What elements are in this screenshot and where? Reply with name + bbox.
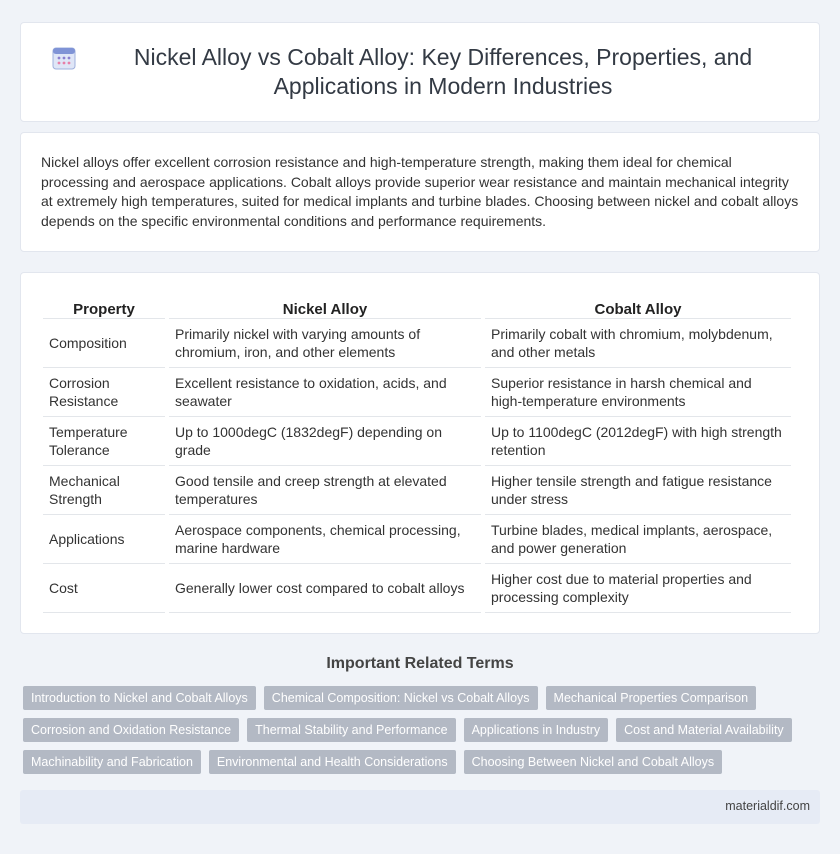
nickel-cell: Up to 1000degC (1832degF) depending on grade — [169, 417, 481, 466]
nickel-cell: Good tensile and creep strength at elevated temperatures — [169, 466, 481, 515]
site-link[interactable]: materialdif.com — [725, 799, 810, 813]
nickel-cell: Aerospace components, chemical processing, marine hardware — [169, 515, 481, 564]
title-wrap — [51, 43, 789, 101]
cobalt-cell: Up to 1100degC (2012degF) with high strength retention — [485, 417, 791, 466]
table-row — [43, 319, 791, 368]
cobalt-cell: Higher tensile strength and fatigue resistance under stress — [485, 466, 791, 515]
property-cell: Cost — [43, 564, 165, 613]
related-terms-row — [23, 686, 823, 710]
page-title: Nickel Alloy vs Cobalt Alloy: Key Differences, Properties, and Applications in Modern Industries — [133, 44, 753, 99]
property-cell: Applications — [43, 515, 165, 564]
cobalt-cell: Higher cost due to material properties and processing complexity — [485, 564, 791, 613]
related-term-link[interactable]: Applications in Industry — [464, 718, 609, 742]
related-term-link[interactable]: Corrosion and Oxidation Resistance — [23, 718, 239, 742]
footer — [20, 790, 820, 824]
column-header-nickel: Nickel Alloy — [169, 297, 481, 319]
related-term-link[interactable]: Choosing Between Nickel and Cobalt Alloys — [464, 750, 723, 774]
title-card — [20, 22, 820, 122]
property-cell: Composition — [43, 319, 165, 368]
calendar-icon — [51, 45, 77, 71]
property-cell: Corrosion Resistance — [43, 368, 165, 417]
comparison-table — [39, 297, 795, 613]
related-term-link[interactable]: Mechanical Properties Comparison — [546, 686, 757, 710]
property-cell: Temperature Tolerance — [43, 417, 165, 466]
related-term-link[interactable]: Thermal Stability and Performance — [247, 718, 455, 742]
nickel-cell: Generally lower cost compared to cobalt alloys — [169, 564, 481, 613]
intro-paragraph: Nickel alloys offer excellent corrosion resistance and high-temperature strength, making them ideal for chemical processing and aerospace applications. Cobalt alloys provide superior wear resistance and maintain mechanical integrity at extremely high temperatures, suited for medical implants and turbine blades. Choosing between nickel and cobalt alloys depends on the specific environmental conditions and performance requirements. — [41, 154, 799, 229]
related-term-link[interactable]: Machinability and Fabrication — [23, 750, 201, 774]
property-cell: Mechanical Strength — [43, 466, 165, 515]
cobalt-cell: Turbine blades, medical implants, aerospace, and power generation — [485, 515, 791, 564]
table-header-row — [43, 297, 791, 319]
intro-card — [20, 132, 820, 252]
cobalt-cell: Superior resistance in harsh chemical and high-temperature environments — [485, 368, 791, 417]
comparison-table-card — [20, 272, 820, 634]
table-row — [43, 564, 791, 613]
related-terms-row — [23, 718, 823, 742]
table-row — [43, 466, 791, 515]
table-row — [43, 368, 791, 417]
nickel-cell: Primarily nickel with varying amounts of chromium, iron, and other elements — [169, 319, 481, 368]
related-term-link[interactable]: Chemical Composition: Nickel vs Cobalt Alloys — [264, 686, 538, 710]
related-term-link[interactable]: Cost and Material Availability — [616, 718, 792, 742]
column-header-cobalt: Cobalt Alloy — [485, 297, 791, 319]
table-row — [43, 417, 791, 466]
related-term-link[interactable]: Environmental and Health Considerations — [209, 750, 456, 774]
cobalt-cell: Primarily cobalt with chromium, molybdenum, and other metals — [485, 319, 791, 368]
table-row — [43, 515, 791, 564]
related-terms — [23, 686, 823, 782]
column-header-property: Property — [43, 297, 165, 319]
related-terms-heading: Important Related Terms — [326, 655, 514, 672]
related-terms-row — [23, 750, 823, 774]
nickel-cell: Excellent resistance to oxidation, acids, and seawater — [169, 368, 481, 417]
related-term-link[interactable]: Introduction to Nickel and Cobalt Alloys — [23, 686, 256, 710]
